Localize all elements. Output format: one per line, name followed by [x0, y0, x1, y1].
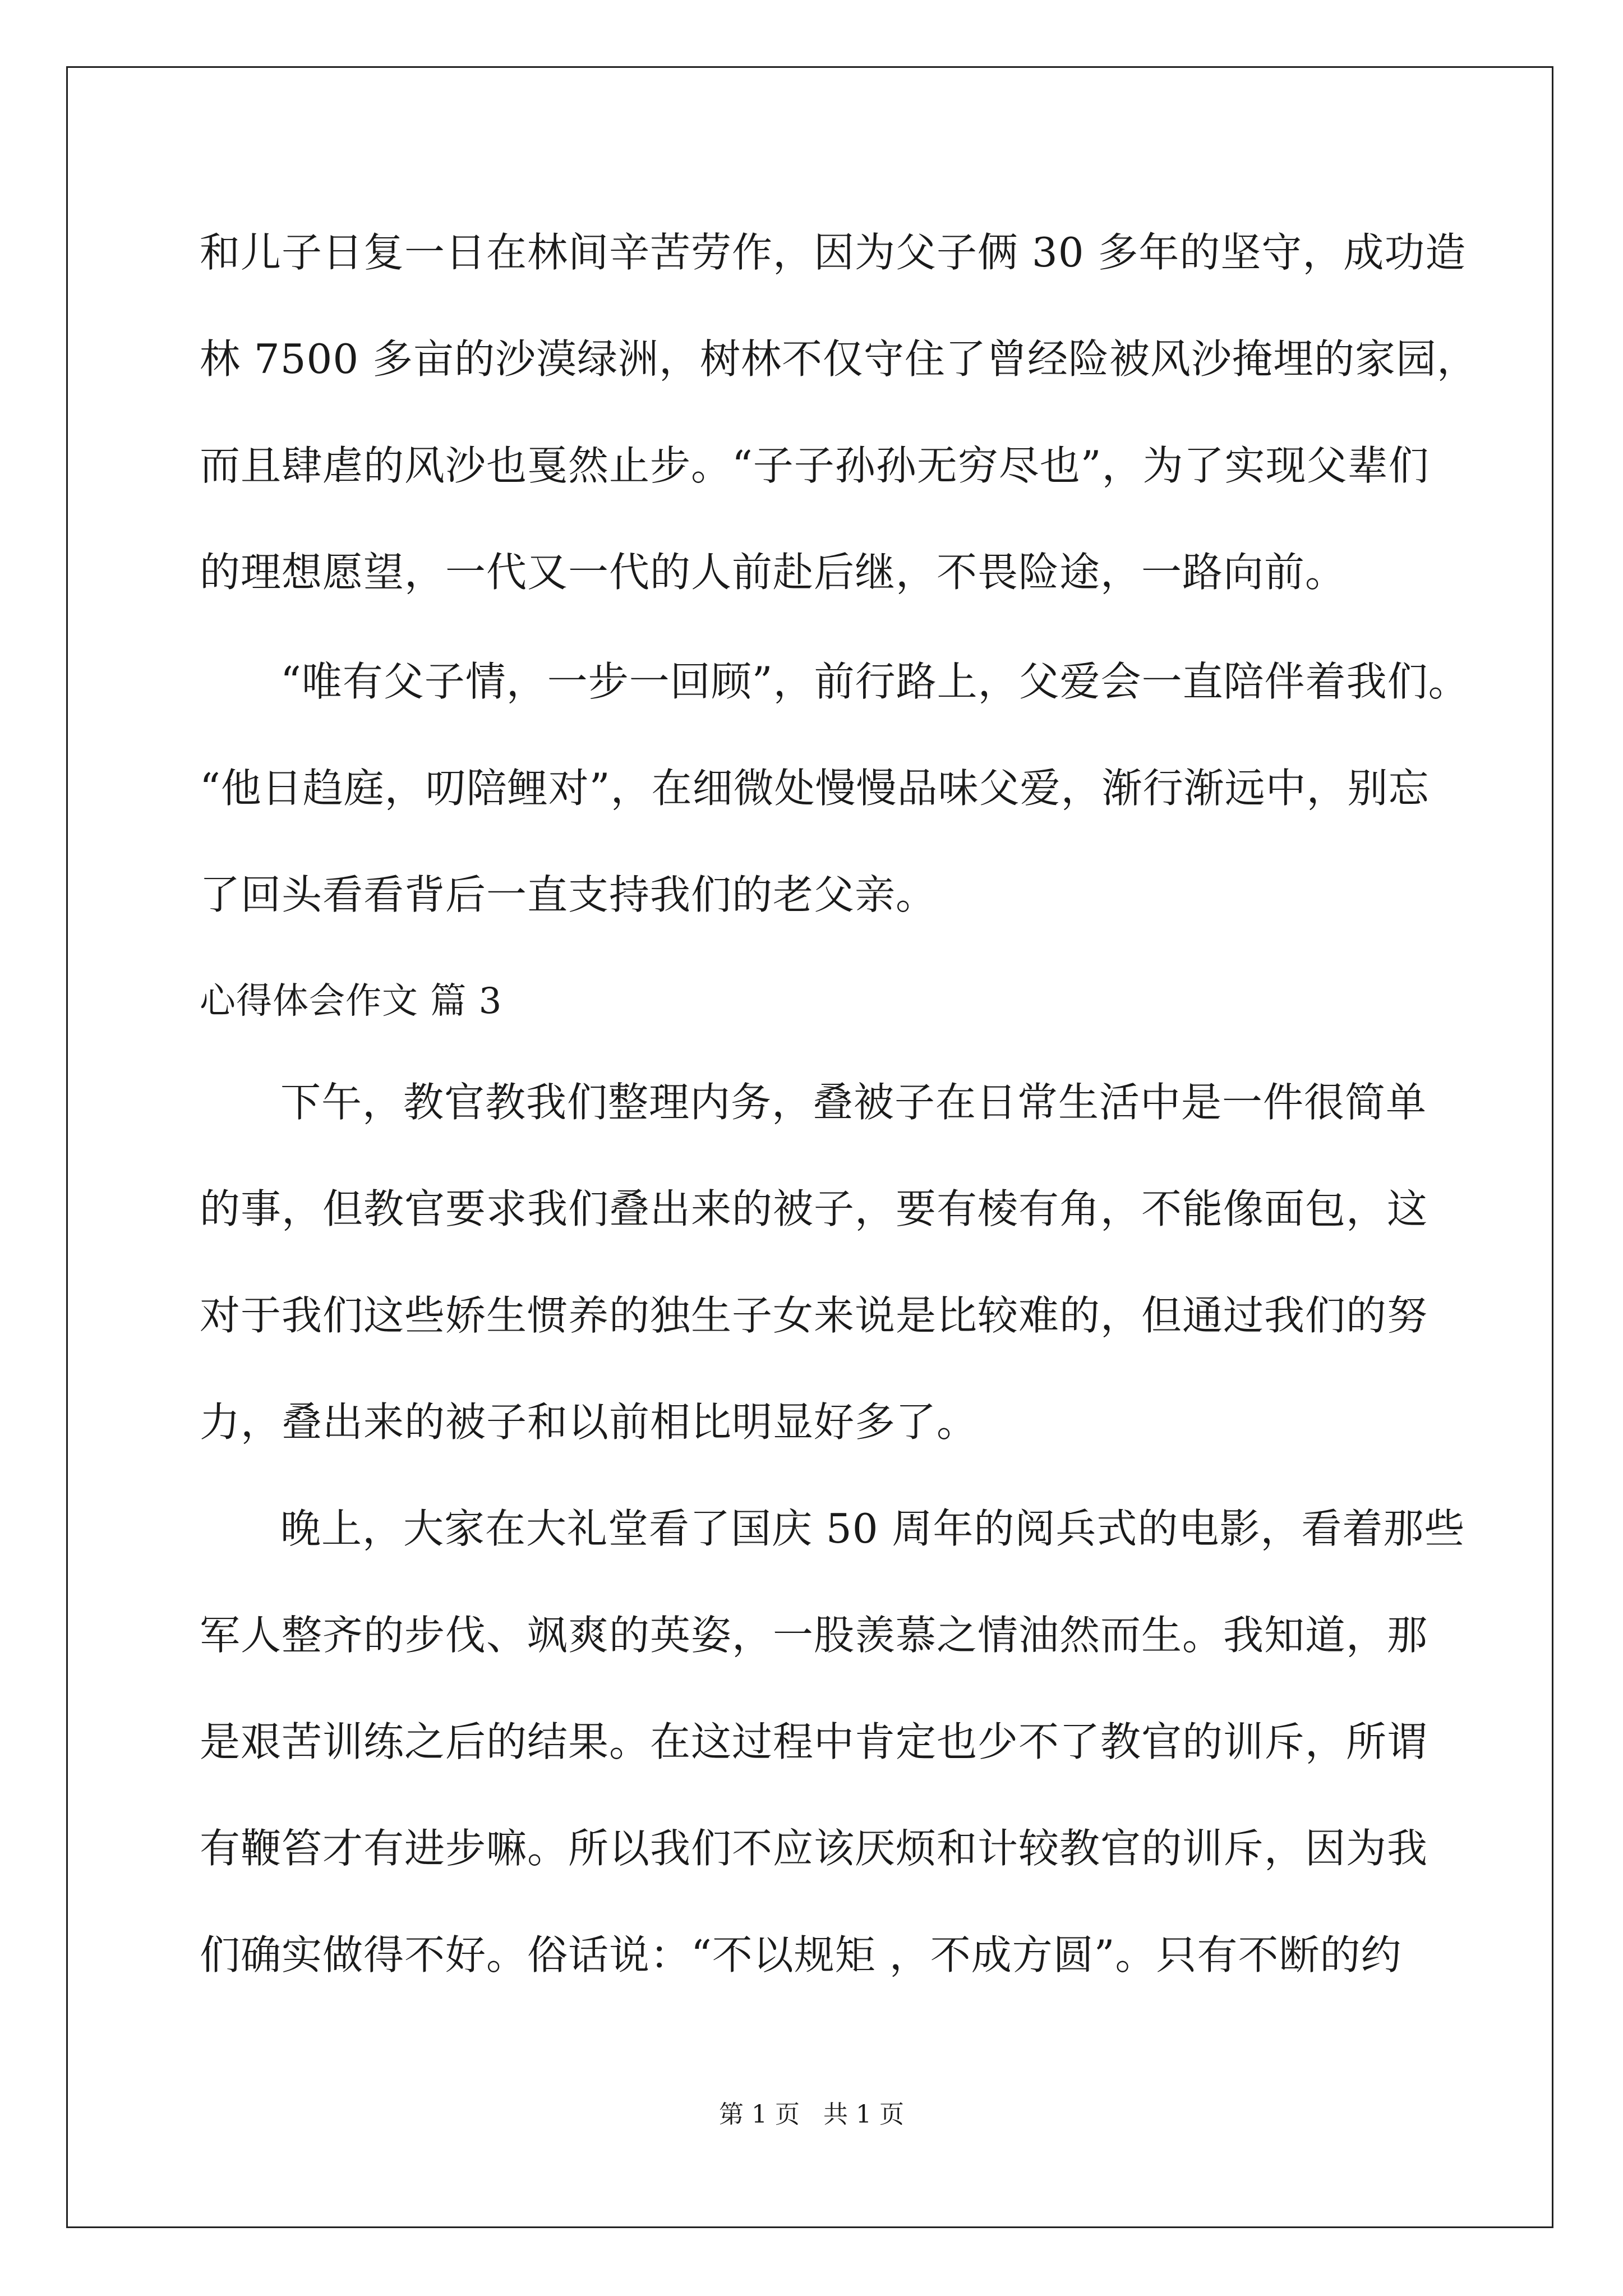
- text-line: 对于我们这些娇生惯养的独生子女来说是比较难的，但通过我们的努: [200, 1292, 1428, 1339]
- page-footer: 第 1 页 共 1 页: [719, 2100, 904, 2129]
- text-line: 和儿子日复一日在林间辛苦劳作，因为父子俩 30 多年的坚守，成功造: [200, 229, 1467, 276]
- text-line: “唯有父子情，一步一回顾”，前行路上，父爱会一直陪伴着我们。: [280, 658, 1469, 705]
- page-border: [66, 66, 1553, 2228]
- text-line: 的事，但教官要求我们叠出来的被子，要有棱有角，不能像面包，这: [200, 1185, 1428, 1232]
- text-line: 晚上，大家在大礼堂看了国庆 50 周年的阅兵式的电影，看着那些: [280, 1505, 1465, 1552]
- text-line: “他日趋庭，叨陪鲤对”，在细微处慢慢品味父爱，渐行渐远中，别忘: [200, 765, 1430, 812]
- text-line: 力，叠出来的被子和以前相比明显好多了。: [200, 1398, 978, 1446]
- text-line: 是艰苦训练之后的结果。在这过程中肯定也少不了教官的训斥，所谓: [200, 1718, 1428, 1765]
- text-line: 有鞭笞才有进步嘛。所以我们不应该厌烦和计较教官的训斥，因为我: [200, 1825, 1428, 1872]
- text-line: 林 7500 多亩的沙漠绿洲，树林不仅守住了曾经险被风沙掩埋的家园，: [200, 335, 1478, 383]
- text-line: 了回头看看背后一直支持我们的老父亲。: [200, 871, 937, 918]
- text-line: 的理想愿望，一代又一代的人前赴后继，不畏险途，一路向前。: [200, 549, 1347, 596]
- text-line: 们确实做得不好。俗话说：“不以规矩 ，不成方圆”。只有不断的约: [200, 1931, 1402, 1978]
- text-line: 而且肆虐的风沙也戛然止步。“子子孙孙无穷尽也”，为了实现父辈们: [200, 442, 1430, 489]
- text-line: 军人整齐的步伐、飒爽的英姿，一股羡慕之情油然而生。我知道，那: [200, 1612, 1428, 1659]
- text-line: 下午，教官教我们整理内务，叠被子在日常生活中是一件很简单: [280, 1079, 1427, 1126]
- section-heading: 心得体会作文 篇 3: [200, 981, 502, 1022]
